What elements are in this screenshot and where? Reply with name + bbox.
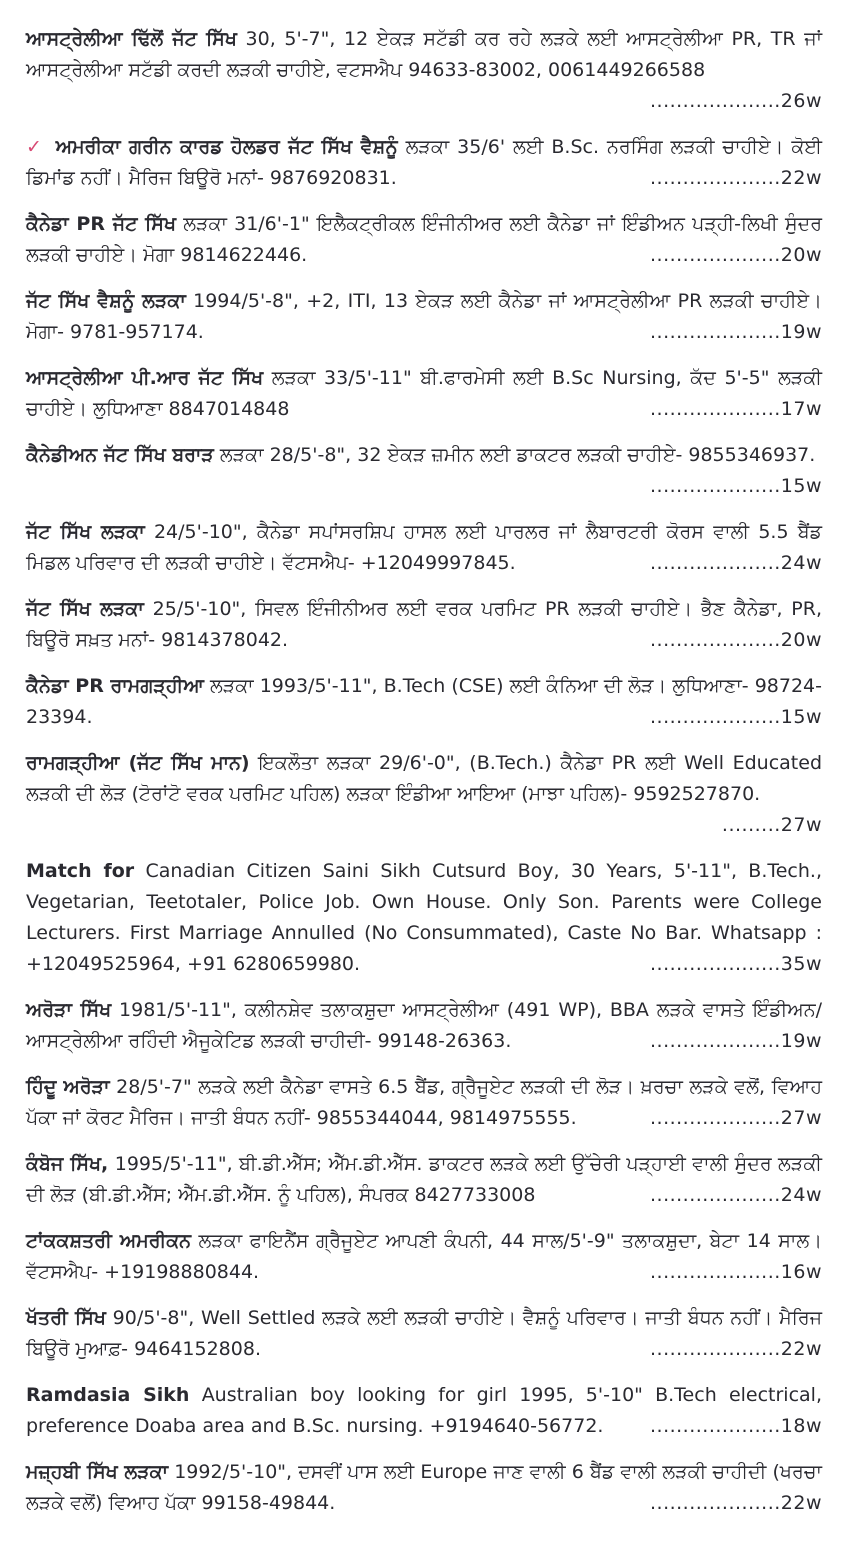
- classified-ad: [26, 1457, 822, 1519]
- classified-ad: [26, 517, 822, 579]
- ad-wordcount: ....................16w: [649, 1261, 822, 1283]
- ad-wordcount: ....................22w: [649, 167, 822, 189]
- classified-ad: [26, 748, 822, 841]
- classified-ad: [26, 440, 822, 502]
- classified-ad: [26, 209, 822, 271]
- ad-wordcount: ....................18w: [649, 1415, 822, 1437]
- ad-wordcount: ....................24w: [649, 1184, 822, 1206]
- ad-body: ਲੜਕਾ 33/5'-11" ਬੀ.ਫਾਰਮੇਸੀ ਲਈ B.Sc Nursing, ਕੱਦ 5'-5" ਲੜਕੀ ਚਾਹੀਏ। ਲੁਧਿਆਣਾ 8847014848: [26, 367, 822, 420]
- classified-ad: [26, 1072, 822, 1134]
- ad-wordcount: ....................35w: [649, 953, 822, 975]
- ad-body: 30, 5'-7", 12 ਏਕੜ ਸਟੱਡੀ ਕਰ ਰਹੇ ਲੜਕੇ ਲਈ ਆਸਟ੍ਰੇਲੀਆ PR, TR ਜਾਂ ਆਸਟ੍ਰੇਲੀਆ ਸਟੱਡੀ ਕਰਦੀ ਲੜਕੀ ਚਾਹੀਏ, ਵਟਸਐਪ 94633-83002, 0061449266588: [26, 28, 822, 81]
- ad-lead: ਜੱਟ ਸਿੱਖ ਵੈਸ਼ਨੂੰ ਲੜਕਾ: [26, 290, 186, 312]
- classified-ad: [26, 594, 822, 656]
- ad-wordcount: ....................15w: [649, 475, 822, 497]
- ad-lead: ਖੱਤਰੀ ਸਿੱਖ: [26, 1307, 106, 1329]
- ad-wordcount: ....................27w: [649, 1107, 822, 1129]
- ad-body: 1995/5'-11", ਬੀ.ਡੀ.ਐੱਸ; ਐੱਮ.ਡੀ.ਐੱਸ. ਡਾਕਟਰ ਲੜਕੇ ਲਈ ਉੱਚੇਰੀ ਪੜ੍ਹਾਈ ਵਾਲੀ ਸੁੰਦਰ ਲੜਕੀ ਦੀ ਲੋੜ (ਬੀ.ਡੀ.ਐੱਸ; ਐੱਮ.ਡੀ.ਐੱਸ. ਨੂੰ ਪਹਿਲ), ਸੰਪਰਕ 8427733008: [26, 1153, 822, 1206]
- ad-body: 90/5'-8", Well Settled ਲੜਕੇ ਲਈ ਲੜਕੀ ਚਾਹੀਏ। ਵੈਸ਼ਨੂੰ ਪਰਿਵਾਰ। ਜਾਤੀ ਬੰਧਨ ਨਹੀਂ। ਮੈਰਿਜ ਬਿਊਰੋ ਮੁਆਫ਼- 9464152808.: [26, 1307, 823, 1360]
- classified-ad: [26, 286, 822, 348]
- ad-body: 1994/5'-8", +2, ITI, 13 ਏਕੜ ਲਈ ਕੈਨੇਡਾ ਜਾਂ ਆਸਟ੍ਰੇਲੀਆ PR ਲੜਕੀ ਚਾਹੀਏ। ਮੋਗਾ- 9781-957174.: [26, 290, 822, 343]
- ad-lead: ਆਸਟ੍ਰੇਲੀਆ ਪੀ.ਆਰ ਜੱਟ ਸਿੱਖ: [26, 367, 264, 389]
- classified-ad: [26, 1149, 822, 1211]
- ad-lead: ਟਾਂਕਕਸ਼ਤਰੀ ਅਮਰੀਕਨ: [26, 1230, 192, 1252]
- ad-body: 24/5'-10", ਕੈਨੇਡਾ ਸਪਾਂਸਰਸ਼ਿਪ ਹਾਸਲ ਲਈ ਪਾਰਲਰ ਜਾਂ ਲੈਬਾਰਟਰੀ ਕੋਰਸ ਵਾਲੀ 5.5 ਬੈਂਡ ਮਿਡਲ ਪਰਿਵਾਰ ਦੀ ਲੜਕੀ ਚਾਹੀਏ। ਵੱਟਸਐਪ- +12049997845.: [26, 521, 822, 574]
- ad-body: Australian boy looking for girl 1995, 5'-10" B.Tech electrical, preference Doaba area and B.Sc. nursing. +9194640-56772.: [26, 1384, 822, 1437]
- classified-ad: [26, 1380, 822, 1442]
- ad-lead: ਹਿੰਦੂ ਅਰੋੜਾ: [26, 1076, 110, 1098]
- ad-lead: ਜੱਟ ਸਿੱਖ ਲੜਕਾ: [26, 521, 145, 543]
- ad-wordcount: ....................20w: [649, 629, 822, 651]
- ad-lead: ਮਜ਼੍ਹਬੀ ਸਿੱਖ ਲੜਕਾ: [26, 1461, 169, 1483]
- ad-body: ਲੜਕਾ 1993/5'-11", B.Tech (CSE) ਲਈ ਕੰਨਿਆ ਦੀ ਲੋੜ। ਲੁਧਿਆਣਾ- 98724-23394.: [26, 675, 822, 728]
- classified-ad: [26, 995, 822, 1057]
- ad-body: ਲੜਕਾ ਫਾਇਨੈਂਸ ਗ੍ਰੈਜੂਏਟ ਆਪਣੀ ਕੰਪਨੀ, 44 ਸਾਲ/5'-9" ਤਲਾਕਸ਼ੁਦਾ, ਬੇਟਾ 14 ਸਾਲ। ਵੱਟਸਐਪ- +19198880844.: [26, 1230, 823, 1283]
- ad-lead: ਅਰੋੜਾ ਸਿੱਖ: [26, 999, 112, 1021]
- ad-wordcount: ....................19w: [649, 1030, 822, 1052]
- ad-wordcount: ....................15w: [649, 706, 822, 728]
- classified-ad: [26, 363, 822, 425]
- ad-lead: ਆਸਟ੍ਰੇਲੀਆ ਢਿੱਲੋਂ ਜੱਟ ਸਿੱਖ: [26, 28, 237, 50]
- ad-wordcount: ....................20w: [649, 244, 822, 266]
- ad-body: 25/5'-10", ਸਿਵਲ ਇੰਜੀਨੀਅਰ ਲਈ ਵਰਕ ਪਰਮਿਟ PR ਲੜਕੀ ਚਾਹੀਏ। ਭੈਣ ਕੈਨੇਡਾ, PR, ਬਿਊਰੋ ਸਖ਼ਤ ਮਨਾਂ- 9814378042.: [26, 598, 822, 651]
- classified-ad: [26, 24, 822, 117]
- ad-lead: ਰਾਮਗੜ੍ਹੀਆ (ਜੱਟ ਸਿੱਖ ਮਾਨ): [26, 752, 250, 774]
- classified-ad: [26, 1226, 822, 1288]
- ad-wordcount: .........27w: [721, 814, 822, 836]
- ad-lead: Match for: [26, 860, 135, 882]
- ad-wordcount: ....................17w: [649, 398, 822, 420]
- ad-body: ਲੜਕਾ 35/6' ਲਈ B.Sc. ਨਰਸਿੰਗ ਲੜਕੀ ਚਾਹੀਏ। ਕੋਈ ਡਿਮਾਂਡ ਨਹੀਂ। ਮੈਰਿਜ ਬਿਊਰੋ ਮਨਾਂ- 9876920831.: [26, 136, 822, 189]
- ad-wordcount: ....................24w: [649, 552, 822, 574]
- check-icon: ✓: [26, 136, 44, 158]
- ad-body: 1981/5'-11", ਕਲੀਨਸ਼ੇਵ ਤਲਾਕਸ਼ੁਦਾ ਆਸਟ੍ਰੇਲੀਆ (491 WP), BBA ਲੜਕੇ ਵਾਸਤੇ ਇੰਡੀਅਨ/ ਆਸਟ੍ਰੇਲੀਆ ਰਹਿੰਦੀ ਐਜੂਕੇਟਿਡ ਲੜਕੀ ਚਾਹੀਦੀ- 99148-26363.: [26, 999, 822, 1052]
- ad-body: 28/5'-7" ਲੜਕੇ ਲਈ ਕੈਨੇਡਾ ਵਾਸਤੇ 6.5 ਬੈਂਡ, ਗ੍ਰੈਜੂਏਟ ਲੜਕੀ ਦੀ ਲੋੜ। ਖ਼ਰਚਾ ਲੜਕੇ ਵਲੋਂ, ਵਿਆਹ ਪੱਕਾ ਜਾਂ ਕੋਰਟ ਮੈਰਿਜ। ਜਾਤੀ ਬੰਧਨ ਨਹੀਂ- 9855344044, 9814975555.: [26, 1076, 822, 1129]
- ad-lead: Ramdasia Sikh: [26, 1384, 190, 1406]
- ad-wordcount: ....................22w: [649, 1338, 822, 1360]
- ad-body: 1992/5'-10", ਦਸਵੀਂ ਪਾਸ ਲਈ Europe ਜਾਣ ਵਾਲੀ 6 ਬੈਂਡ ਵਾਲੀ ਲੜਕੀ ਚਾਹੀਦੀ (ਖਰਚਾ ਲੜਕੇ ਵਲੋਂ) ਵਿਆਹ ਪੱਕਾ 99158-49844.: [26, 1461, 822, 1514]
- ad-lead: ਜੱਟ ਸਿੱਖ ਲੜਕਾ: [26, 598, 144, 620]
- ad-body: ਲੜਕਾ 28/5'-8", 32 ਏਕੜ ਜ਼ਮੀਨ ਲਈ ਡਾਕਟਰ ਲੜਕੀ ਚਾਹੀਏ- 9855346937.: [219, 444, 816, 466]
- classified-ad: [26, 132, 822, 194]
- ad-body: ਇਕਲੌਤਾ ਲੜਕਾ 29/6'-0", (B.Tech.) ਕੈਨੇਡਾ PR ਲਈ Well Educated ਲੜਕੀ ਦੀ ਲੋੜ (ਟੋਰਾਂਟੋ ਵਰਕ ਪਰਮਿਟ ਪਹਿਲ) ਲੜਕਾ ਇੰਡੀਆ ਆਇਆ (ਮਾਝਾ ਪਹਿਲ)- 9592527870.: [26, 752, 823, 805]
- ad-lead: ਅਮਰੀਕਾ ਗਰੀਨ ਕਾਰਡ ਹੋਲਡਰ ਜੱਟ ਸਿੱਖ ਵੈਸ਼ਨੂੰ: [55, 136, 398, 158]
- ad-lead: ਕੈਨੇਡੀਅਨ ਜੱਟ ਸਿੱਖ ਬਰਾੜ: [26, 444, 214, 466]
- ad-wordcount: ....................26w: [649, 90, 822, 112]
- ad-lead: ਕੈਨੇਡਾ PR ਰਾਮਗੜ੍ਹੀਆ: [26, 675, 204, 697]
- ad-wordcount: ....................19w: [649, 321, 822, 343]
- ad-body: Canadian Citizen Saini Sikh Cutsurd Boy, 30 Years, 5'-11", B.Tech., Vegetarian, Teetotaler, Police Job. Own House. Only Son. Parents were College Lecturers. First Marriage Annulled (No Consummated), Caste No Bar. Whatsapp : +12049525964, +91 6280659980.: [26, 860, 823, 975]
- ad-body: ਲੜਕਾ 31/6'-1" ਇਲੈਕਟ੍ਰੀਕਲ ਇੰਜੀਨੀਅਰ ਲਈ ਕੈਨੇਡਾ ਜਾਂ ਇੰਡੀਅਨ ਪੜ੍ਹੀ-ਲਿਖੀ ਸੁੰਦਰ ਲੜਕੀ ਚਾਹੀਏ। ਮੋਗਾ 9814622446.: [26, 213, 822, 266]
- classified-ad: [26, 1303, 822, 1365]
- ad-wordcount: ....................22w: [649, 1492, 822, 1514]
- classified-ad: [26, 856, 822, 980]
- ad-lead: ਕੰਬੋਜ ਸਿੱਖ,: [26, 1153, 109, 1175]
- ad-lead: ਕੈਨੇਡਾ PR ਜੱਟ ਸਿੱਖ: [26, 213, 176, 235]
- classified-ad: [26, 671, 822, 733]
